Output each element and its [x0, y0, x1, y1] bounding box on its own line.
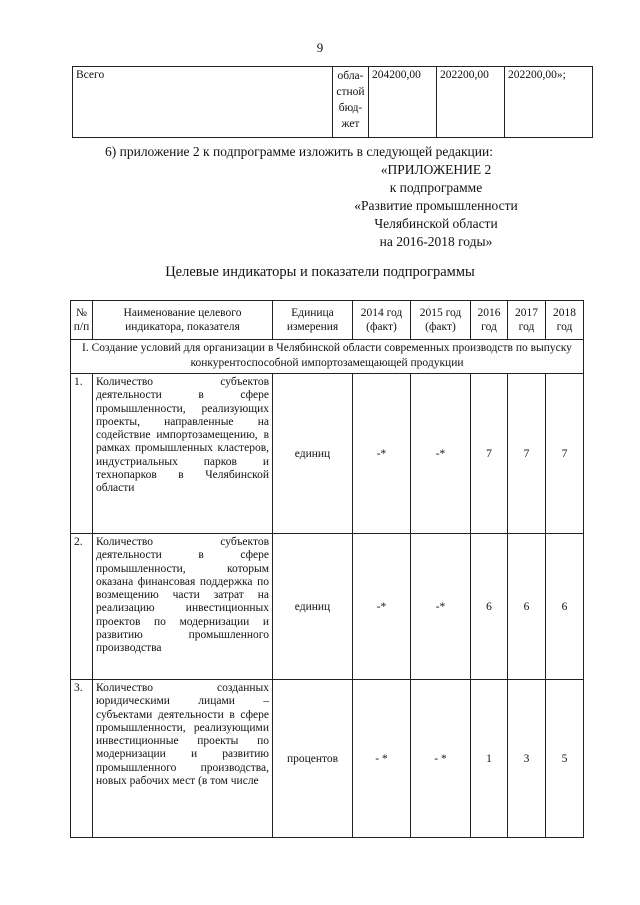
row-2014: - * — [353, 680, 411, 838]
indicators-table — [70, 300, 584, 838]
row-unit: процентов — [273, 680, 353, 838]
appendix-line: «ПРИЛОЖЕНИЕ 2 — [380, 162, 492, 177]
appendix-line: «Развитие промышленности — [354, 198, 518, 213]
appendix-heading — [286, 161, 586, 251]
total-value-2018: 202200,00»; — [505, 67, 593, 138]
row-2017: 7 — [508, 374, 546, 534]
row-2018: 7 — [546, 374, 584, 534]
header-unit: Единица измерения — [273, 301, 353, 340]
table-title: Целевые индикаторы и показатели подпрограммы — [165, 264, 475, 280]
header-2016: 2016 год — [471, 301, 508, 340]
row-2015: - * — [411, 680, 471, 838]
budget-line: обла- — [337, 70, 364, 82]
header-2017: 2017 год — [508, 301, 546, 340]
budget-line: жет — [341, 118, 360, 130]
section-title: I. Создание условий для организации в Челябинской области современных производств по выпуску конкурентоспособной импортозамещающей продукции — [71, 340, 584, 374]
table-row — [71, 374, 584, 534]
row-unit: единиц — [273, 374, 353, 534]
row-2018: 5 — [546, 680, 584, 838]
row-num: 2. — [71, 534, 93, 680]
row-name: Количество субъектов деятельности в сфере промышленности, которым оказана финансовая поддержка по возмещению части затрат на реализацию инвестиционных проектов по модернизации и развитию промышленного производства — [93, 534, 273, 680]
budget-total-row — [73, 67, 593, 138]
row-2014: -* — [353, 534, 411, 680]
row-name: Количество субъектов деятельности в сфере промышленности, реализующих проекты, направленные на содействие импортозамещению, в рамках промышленных кластеров, индустриальных парков и технопарков в Челябинской области — [93, 374, 273, 534]
total-value-2016: 204200,00 — [369, 67, 437, 138]
row-2017: 6 — [508, 534, 546, 680]
row-2016: 7 — [471, 374, 508, 534]
total-label: Всего — [73, 67, 333, 138]
row-num: 3. — [71, 680, 93, 838]
budget-line: бюд- — [338, 102, 363, 114]
page-number: 9 — [316, 40, 324, 55]
row-2017: 3 — [508, 680, 546, 838]
row-name: Количество созданных юридическими лицами – субъектами деятельности в сфере промышленности, реализующими инвестиционные проекты по модернизации и развитию промышленного производства, новых рабочих мест (в том числе — [93, 680, 273, 838]
table-row — [71, 534, 584, 680]
row-num: 1. — [71, 374, 93, 534]
row-2014: -* — [353, 374, 411, 534]
row-2015: -* — [411, 374, 471, 534]
header-2018: 2018 год — [546, 301, 584, 340]
budget-total-table — [72, 66, 593, 138]
row-unit: единиц — [273, 534, 353, 680]
header-num: № п/п — [71, 301, 93, 340]
row-2016: 6 — [471, 534, 508, 680]
instruction-text: 6) приложение 2 к подпрограмме изложить в следующей редакции: — [105, 144, 493, 159]
row-2015: -* — [411, 534, 471, 680]
row-2016: 1 — [471, 680, 508, 838]
header-2015: 2015 год (факт) — [411, 301, 471, 340]
appendix-line: Челябинской области — [374, 216, 498, 231]
appendix-line: на 2016-2018 годы» — [379, 234, 493, 249]
row-2018: 6 — [546, 534, 584, 680]
header-2014: 2014 год (факт) — [353, 301, 411, 340]
budget-line: стной — [336, 86, 365, 98]
table-header-row — [71, 301, 584, 340]
budget-type-cell — [333, 67, 369, 138]
total-value-2017: 202200,00 — [437, 67, 505, 138]
section-row — [71, 340, 584, 374]
table-row — [71, 680, 584, 838]
header-name: Наименование целевого индикатора, показателя — [93, 301, 273, 340]
appendix-line: к подпрограмме — [389, 180, 483, 195]
